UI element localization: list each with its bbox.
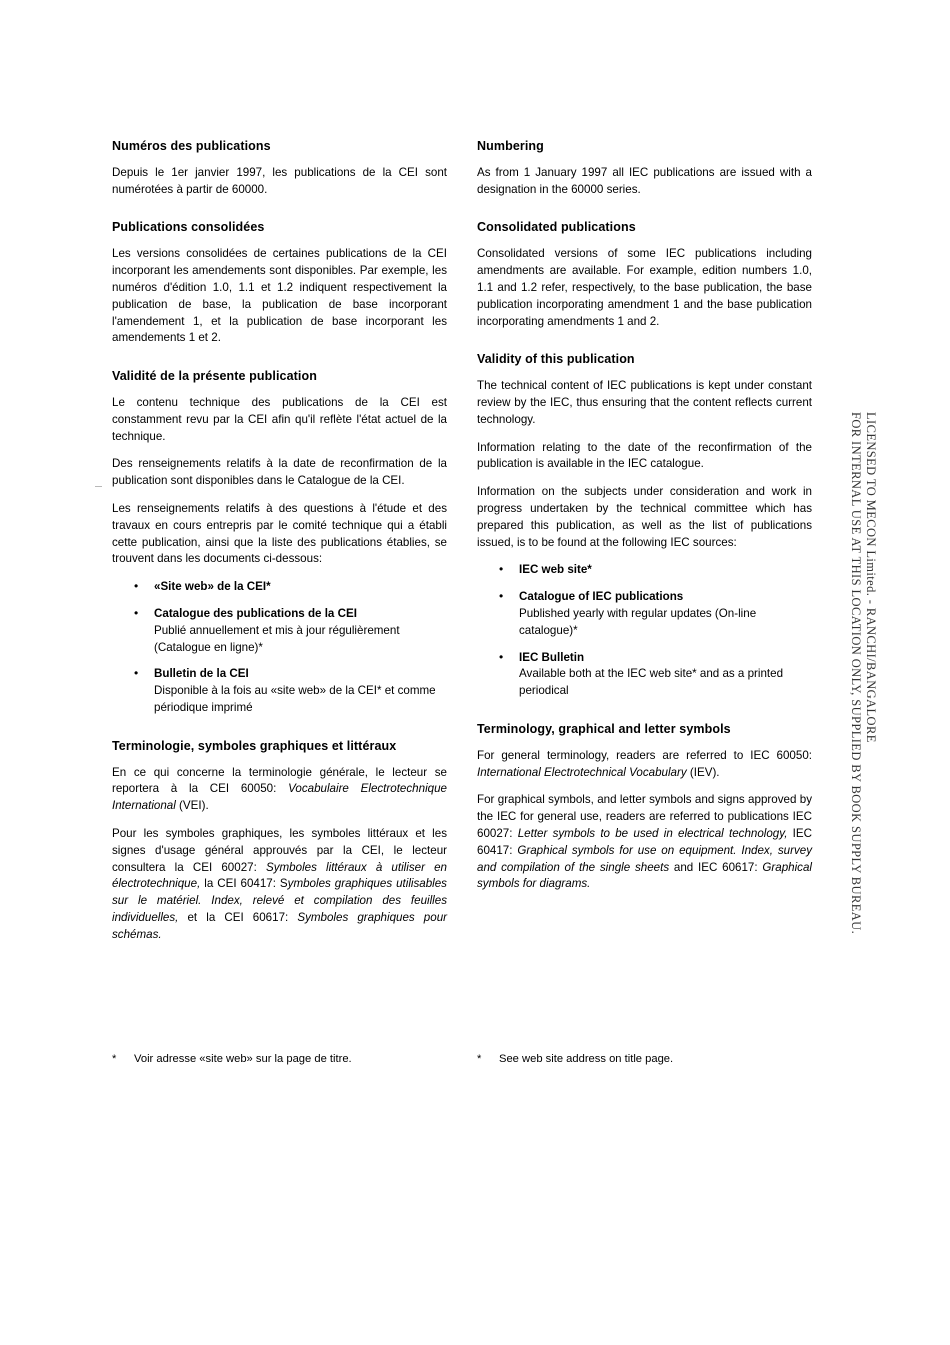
list-item [477,589,812,639]
footnote-english [477,1052,812,1068]
section-title: Consolidated publications [477,220,636,235]
section-terminology-fr [112,738,447,944]
footnote-text: See web site address on title page. [499,1053,674,1065]
section-title: Validité de la présente publication [112,369,317,384]
section-validity-fr [112,368,447,717]
section-terminology-en [477,721,812,893]
section-paragraph: Consolidated versions of some IEC publications including amendments are available. For example, edition numbers 1.0, 1.1 and 1.2 refer, respectively, to the base publication, the base publication incorporating amendment 1 and the base publication incorporating amendments 1 and 2. [477,247,812,328]
section-title: Publications consolidées [112,220,265,235]
list-item-subtitle: Available both at the IEC web site* and as a printed periodical [519,667,784,698]
license-stamp-line2: FOR INTERNAL USE AT THIS LOCATION ONLY, SUPPLIED BY BOOK SUPPLY BUREAU. [849,412,863,935]
section-title: Terminology, graphical and letter symbols [477,721,731,736]
column-english [477,138,812,965]
margin-tick-mark [95,486,102,487]
section-title: Numbering [477,139,544,153]
section-paragraph: Pour les symboles graphiques, les symboles littéraux et les signes d'usage général approuvés par la CEI, le lecteur consultera la CEI 60027: Symboles littéraux à utiliser en électrotechnique, la CEI 60417: Symboles graphiques utilisables sur le matériel. Index, relevé et compilation des feuilles individuelles, et la CEI 60617: Symboles graphiques pour schémas. [112,827,448,941]
section-numbering-fr [112,138,447,198]
section-paragraph: Le contenu technique des publications de la CEI est constamment revu par la CEI afin qu'il reflète l'état actuel de la technique. [112,396,447,443]
footnote-text: Voir adresse «site web» sur la page de titre. [134,1053,352,1065]
section-paragraph: Les renseignements relatifs à des questions à l'étude et des travaux en cours entrepris par le comité technique qui a établi cette publication, ainsi que la liste des publications établies, se trouvent dans les documents ci-dessous: [112,501,447,566]
list-item-title: • IEC Bulletin [519,650,585,664]
section-consolidated-fr [112,219,447,347]
license-stamp [849,412,878,935]
list-item [112,579,447,596]
section-paragraph: The technical content of IEC publications is kept under constant review by the IEC, thus ensuring that the content reflects current technology. [477,379,812,426]
list-item-title: • «Site web» de la CEI* [154,580,271,594]
list-item [112,666,447,716]
section-title: Validity of this publication [477,352,635,367]
section-paragraph: For graphical symbols, and letter symbols and signs approved by the IEC for general use, readers are referred to publications IEC 60027: Letter symbols to be used in electrical technology, IEC 60417: Graphical symbols for use on equipment. Index, survey and compilation of the single sheets and IEC 60617: Graphical symbols for diagrams. [477,793,812,891]
section-paragraph: For general terminology, readers are referred to IEC 60050: International Electrotechnical Vocabulary (IEV). [477,748,812,779]
list-item-subtitle: Publié annuellement et mis à jour régulièrement (Catalogue en ligne)* [154,623,400,654]
list-item-title: • Bulletin de la CEI [154,667,249,681]
footnote-marker: * [112,1053,117,1065]
section-paragraph: As from 1 January 1997 all IEC publications are issued with a designation in the 60000 series. [477,165,812,196]
source-list [112,579,447,717]
list-item-title: • Catalogue des publications de la CEI [154,606,357,620]
column-french [112,138,447,965]
section-paragraph: Information on the subjects under consideration and work in progress undertaken by the technical committee which has prepared this publication, as well as the list of publications issued, is to be found at the following IEC sources: [477,485,812,549]
two-column-body [112,138,812,965]
footnotes-area [112,1052,812,1068]
footnote [112,1052,447,1068]
source-list [477,562,812,700]
list-item-title: • Catalogue of IEC publications [519,590,684,604]
list-item-title: • IEC web site* [519,563,592,577]
section-title: Terminologie, symboles graphiques et littéraux [112,738,397,753]
license-stamp-line1: LICENSED TO MECON Limited. - RANCHI/BANGALORE [864,412,878,743]
footnote-marker: * [477,1053,482,1065]
section-paragraph: Information relating to the date of the reconfirmation of the publication is available in the IEC catalogue. [477,440,812,471]
footnote-french [112,1052,447,1068]
footnote [477,1052,812,1068]
section-consolidated-en [477,219,812,330]
section-validity-en [477,351,812,700]
section-paragraph: Les versions consolidées de certaines publications de la CEI incorporant les amendements sont disponibles. Par exemple, les numéros d'édition 1.0, 1.1 et 1.2 indiquent respectivement la publication de base, la publication de base incorporant l'amendement 1, et la publication de base incorporant les amendements 1 et 2. [112,247,447,345]
section-title: Numéros des publications [112,139,271,153]
section-paragraph: En ce qui concerne la terminologie générale, le lecteur se reportera à la CEI 60050: Vocabulaire Electrotechnique International (VEI). [112,765,447,813]
list-item [477,562,812,579]
list-item [477,650,812,700]
section-paragraph: Des renseignements relatifs à la date de reconfirmation de la publication sont disponibles dans le Catalogue de la CEI. [112,457,447,488]
list-item-subtitle: Disponible à la fois au «site web» de la CEI* et comme périodique imprimé [154,684,436,714]
list-item [112,606,447,656]
list-item-subtitle: Published yearly with regular updates (On-line catalogue)* [519,606,757,637]
section-paragraph: Depuis le 1er janvier 1997, les publications de la CEI sont numérotées à partir de 60000. [112,165,447,196]
section-numbering-en [477,138,812,198]
